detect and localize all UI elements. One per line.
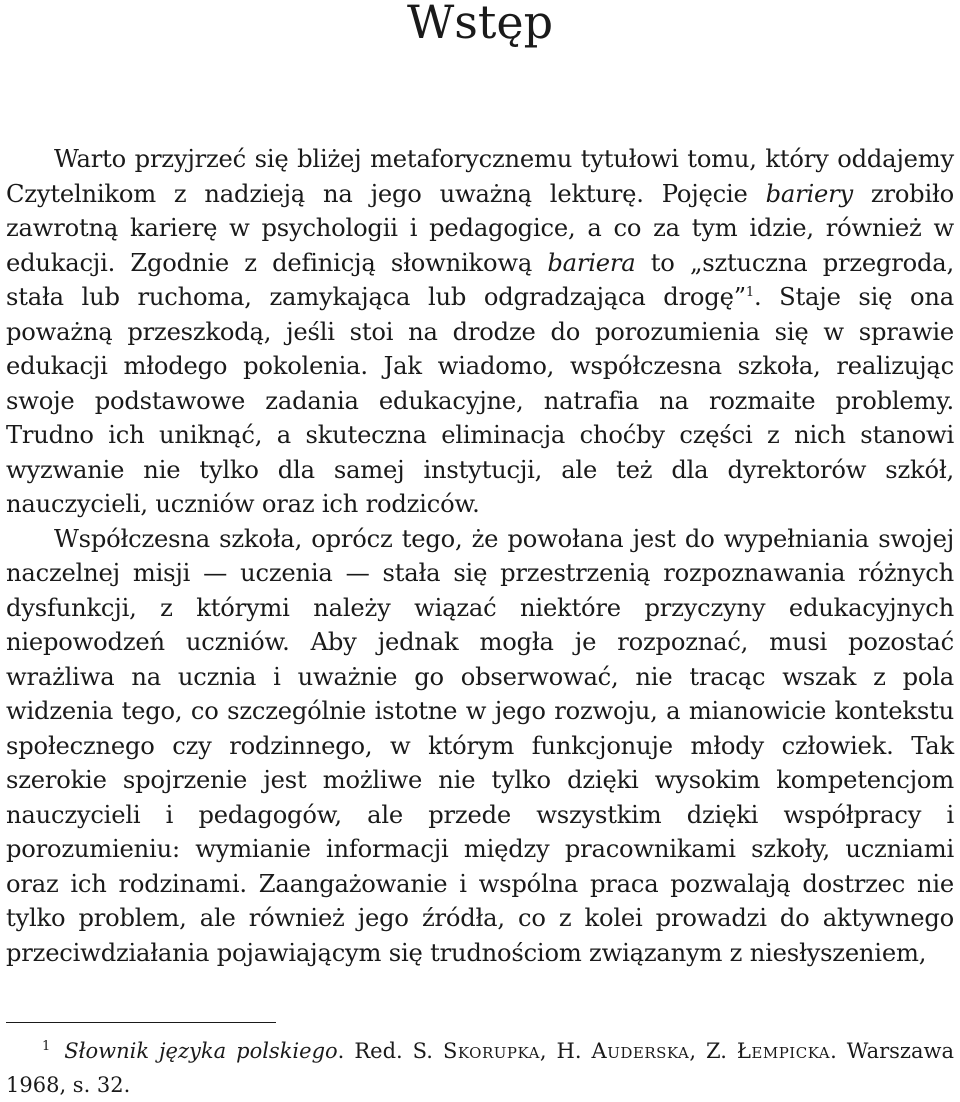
footnote-text: , Z.	[689, 1039, 737, 1063]
body-text	[6, 142, 954, 970]
footnote-reference[interactable]: 1	[745, 284, 754, 300]
footnote-divider	[6, 1022, 276, 1023]
footnote-text: . Red. S.	[337, 1039, 443, 1063]
text-run: zrobiło zawrotną karierę w psychologii i pedagogice, a co za tym idzie, również w edukacji. Zgodnie z definicją słownikową	[6, 179, 954, 277]
text-run: to „sztuczna przegroda, stała lub ruchoma, zamykająca lub odgradzająca drogę”	[6, 248, 955, 311]
footnote-mark: 1	[42, 1039, 51, 1054]
footnote-text: , H.	[539, 1039, 592, 1063]
footnote-author: Auderska	[591, 1039, 690, 1063]
italic-term: bariery	[765, 179, 853, 208]
footnote-title: Słownik języka polskiego	[64, 1039, 338, 1063]
footnote-author: Skorupka	[442, 1039, 540, 1063]
footnote-text: . Warszawa 1968, s. 32.	[6, 1039, 954, 1097]
text-run: . Staje się ona poważną przeszkodą, jeśli stoi na drodze do porozumienia się w sprawie edukacji młodego pokolenia. Jak wiadomo, współczesna szkoła, realizując swoje podstawowe zadania edukacyjne, natrafia na rozmaite problemy. Trudno ich uniknąć, a skuteczna eliminacja choćby części z nich stanowi wyzwanie nie tylko dla samej instytucji, ale też dla dyrektorów szkół, nauczycieli, uczniów oraz ich rodziców.	[6, 283, 954, 518]
footnote-author: Łempicka	[736, 1039, 831, 1063]
footnote	[6, 1034, 954, 1102]
paragraph-1	[6, 142, 954, 522]
italic-term: bariera	[547, 248, 636, 277]
paragraph-2: Współczesna szkoła, oprócz tego, że powołana jest do wypełniania swojej naczelnej misji — uczenia — stała się przestrzenią rozpoznawania różnych dysfunkcji, z którymi należy wiązać niektóre przyczyny edukacyjnych niepowodzeń uczniów. Aby jednak mogła je rozpoznać, musi pozostać wrażliwa na ucznia i uważnie go obserwować, nie tracąc wszak z pola widzenia tego, co szczególnie istotne w jego rozwoju, a mianowicie kontekstu społecznego czy rodzinnego, w którym funkcjonuje młody człowiek. Tak szerokie spojrzenie jest możliwe nie tylko dzięki wysokim kompetencjom nauczycieli i pedagogów, ale przede wszystkim dzięki współpracy i porozumieniu: wymianie informacji między pracownikami szkoły, uczniami oraz ich rodzinami. Zaangażowanie i wspólna praca pozwalają dostrzec nie tylko problem, ale również jego źródła, co z kolei prowadzi do aktywnego przeciwdziałania pojawiającym się trudnościom związanym z niesłyszeniem,	[6, 524, 954, 967]
text-run: Warto przyjrzeć się bliżej metaforycznemu tytułowi tomu, który oddajemy Czytelnikom z nadzieją na jego uważną lekturę. Pojęcie	[6, 145, 954, 208]
page-title: Wstęp	[406, 0, 554, 49]
